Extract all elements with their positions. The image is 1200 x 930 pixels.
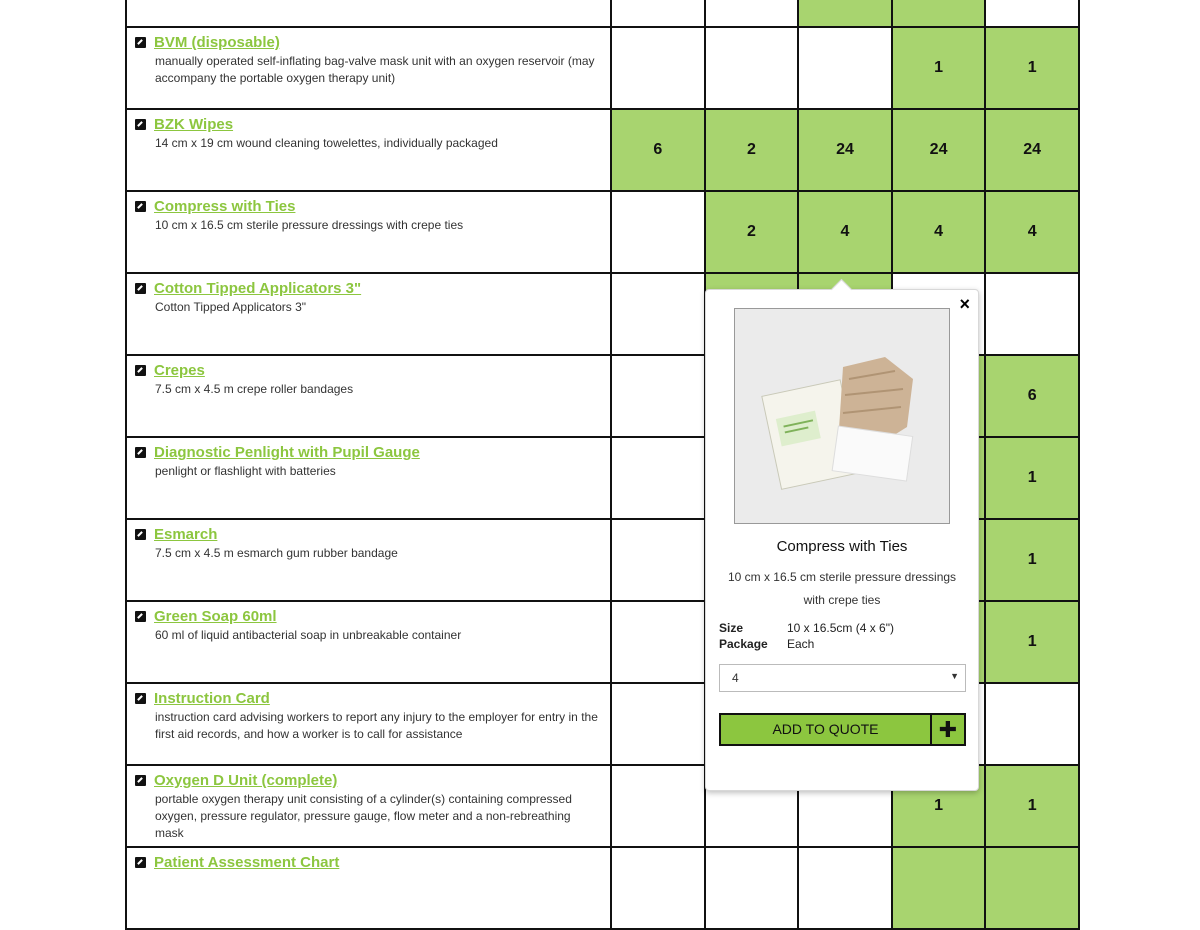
quantity-select[interactable] [719, 664, 966, 692]
spec-package-value: Each [787, 637, 815, 651]
item-description-cell [126, 27, 611, 109]
quantity-cell: 1 [985, 601, 1079, 683]
external-link-icon[interactable] [135, 611, 146, 622]
quantity-cell: 4 [798, 191, 892, 273]
item-description: 14 cm x 19 cm wound cleaning towelettes, individually packaged [155, 136, 498, 150]
item-title-link[interactable]: Patient Assessment Chart [154, 854, 340, 871]
item-info [127, 28, 610, 87]
spec-row-size [719, 620, 894, 636]
close-icon[interactable]: × [959, 294, 970, 314]
item-description-cell [126, 765, 611, 847]
quantity-cell: 6 [611, 109, 705, 191]
compress-dressing-image [735, 309, 949, 523]
item-description: Cotton Tipped Applicators 3" [155, 300, 307, 314]
item-info [127, 848, 610, 871]
item-description-cell [126, 273, 611, 355]
item-title-link[interactable]: BZK Wipes [154, 116, 234, 133]
plus-icon[interactable]: ✚ [930, 715, 964, 744]
popup-product-description: 10 cm x 16.5 cm sterile pressure dressings with crepe ties [727, 570, 957, 607]
item-info [127, 520, 610, 562]
item-info [127, 684, 610, 743]
item-description-cell [126, 355, 611, 437]
item-title-row [135, 280, 602, 297]
quantity-cell: 2 [705, 109, 799, 191]
quantity-cell [892, 0, 986, 27]
item-title-row [135, 362, 602, 379]
external-link-icon[interactable] [135, 37, 146, 48]
item-description-cell [126, 437, 611, 519]
quantity-cell: 2 [705, 191, 799, 273]
external-link-icon[interactable] [135, 693, 146, 704]
spec-package-label: Package [719, 637, 768, 651]
quantity-cell [798, 847, 892, 929]
quantity-cell [985, 683, 1079, 765]
item-description-cell [126, 601, 611, 683]
item-title-link[interactable]: Instruction Card [154, 690, 270, 707]
quantity-cell [985, 0, 1079, 27]
quantity-cell [985, 273, 1079, 355]
item-description: portable oxygen therapy unit consisting of a cylinder(s) containing compressed oxygen, pressure regulator, pressure gauge, flow meter and a non-rebreathing mask [155, 792, 572, 840]
item-title-row [135, 444, 602, 461]
item-title-link[interactable]: Cotton Tipped Applicators 3" [154, 280, 362, 297]
item-description: penlight or flashlight with batteries [155, 464, 336, 478]
item-title-row [135, 608, 602, 625]
quantity-cell: 24 [892, 109, 986, 191]
item-title-link[interactable]: Crepes [154, 362, 205, 379]
item-title-link[interactable]: Compress with Ties [154, 198, 296, 215]
table-row [126, 191, 1079, 273]
item-description: instruction card advising workers to report any injury to the employer for entry in the first aid records, and how a worker is to call for assistance [155, 710, 598, 741]
product-spec-table [719, 620, 894, 652]
item-info [127, 602, 610, 644]
item-title-link[interactable]: Diagnostic Penlight with Pupil Gauge [154, 444, 420, 461]
quantity-cell [798, 0, 892, 27]
quantity-cell [611, 765, 705, 847]
quantity-cell [985, 847, 1079, 929]
item-description-cell [126, 683, 611, 765]
quantity-cell [611, 601, 705, 683]
item-description-cell [126, 847, 611, 929]
item-title-row [135, 526, 602, 543]
item-description-cell [126, 109, 611, 191]
quantity-cell [705, 0, 799, 27]
quantity-cell [611, 437, 705, 519]
item-title-row [135, 772, 602, 789]
chevron-down-icon: ▼ [950, 671, 959, 681]
item-title-row [135, 34, 602, 51]
item-info [127, 110, 610, 152]
item-title-row [135, 116, 602, 133]
quantity-cell [611, 191, 705, 273]
item-info [127, 766, 610, 842]
quantity-cell: 4 [985, 191, 1079, 273]
quantity-cell [611, 683, 705, 765]
quantity-cell: 1 [892, 27, 986, 109]
quantity-cell: 24 [985, 109, 1079, 191]
quantity-cell: 1 [892, 765, 986, 847]
item-info [127, 356, 610, 398]
item-description: manually operated self-inflating bag-valve mask unit with an oxygen reservoir (may accompany the portable oxygen therapy unit) [155, 54, 595, 85]
popup-product-title: Compress with Ties [776, 538, 908, 555]
item-title-row [135, 690, 602, 707]
item-title-row [135, 854, 602, 871]
table-row [126, 109, 1079, 191]
quantity-cell: 24 [798, 109, 892, 191]
item-title-link[interactable]: Green Soap 60ml [154, 608, 277, 625]
item-description: 10 cm x 16.5 cm sterile pressure dressings with crepe ties [155, 218, 464, 232]
quantity-cell: 1 [985, 765, 1079, 847]
item-info [127, 192, 610, 234]
item-description: 60 ml of liquid antibacterial soap in unbreakable container [155, 628, 462, 642]
quantity-cell: 1 [985, 437, 1079, 519]
add-to-quote-label: ADD TO QUOTE [772, 721, 879, 737]
external-link-icon[interactable] [135, 775, 146, 786]
quantity-cell [611, 273, 705, 355]
item-description: 7.5 cm x 4.5 m esmarch gum rubber bandage [155, 546, 398, 560]
spec-size-value: 10 x 16.5cm (4 x 6") [787, 621, 894, 635]
quantity-cell: 4 [892, 191, 986, 273]
item-description-cell [126, 191, 611, 273]
item-description: 7.5 cm x 4.5 m crepe roller bandages [155, 382, 354, 396]
quantity-cell [611, 0, 705, 27]
external-link-icon[interactable] [135, 447, 146, 458]
item-title-link[interactable]: Oxygen D Unit (complete) [154, 772, 338, 789]
product-image [734, 308, 950, 524]
item-info [127, 438, 610, 480]
quantity-cell [892, 847, 986, 929]
spec-size-label: Size [719, 621, 744, 635]
quantity-cell [705, 847, 799, 929]
quantity-cell [705, 27, 799, 109]
quantity-cell [611, 847, 705, 929]
table-row [126, 27, 1079, 109]
quantity-cell [611, 355, 705, 437]
quantity-cell: 1 [985, 519, 1079, 601]
item-description-cell [126, 0, 611, 27]
table-row [126, 847, 1079, 929]
item-title-link[interactable]: Esmarch [154, 526, 218, 543]
external-link-icon[interactable] [135, 283, 146, 294]
quantity-cell: 6 [985, 355, 1079, 437]
add-to-quote-button[interactable] [719, 713, 966, 746]
quantity-cell: 1 [985, 27, 1079, 109]
external-link-icon[interactable] [135, 365, 146, 376]
table-row [126, 0, 1079, 27]
quantity-cell [611, 519, 705, 601]
external-link-icon[interactable] [135, 529, 146, 540]
item-description-cell [126, 519, 611, 601]
external-link-icon[interactable] [135, 201, 146, 212]
product-popup [705, 289, 979, 791]
spec-row-package [719, 636, 894, 652]
item-title-row [135, 198, 602, 215]
item-title-link[interactable]: BVM (disposable) [154, 34, 280, 51]
quantity-cell [611, 27, 705, 109]
external-link-icon[interactable] [135, 857, 146, 868]
external-link-icon[interactable] [135, 119, 146, 130]
quantity-select-value: 4 [732, 671, 739, 685]
item-info [127, 274, 610, 316]
quantity-cell [798, 27, 892, 109]
